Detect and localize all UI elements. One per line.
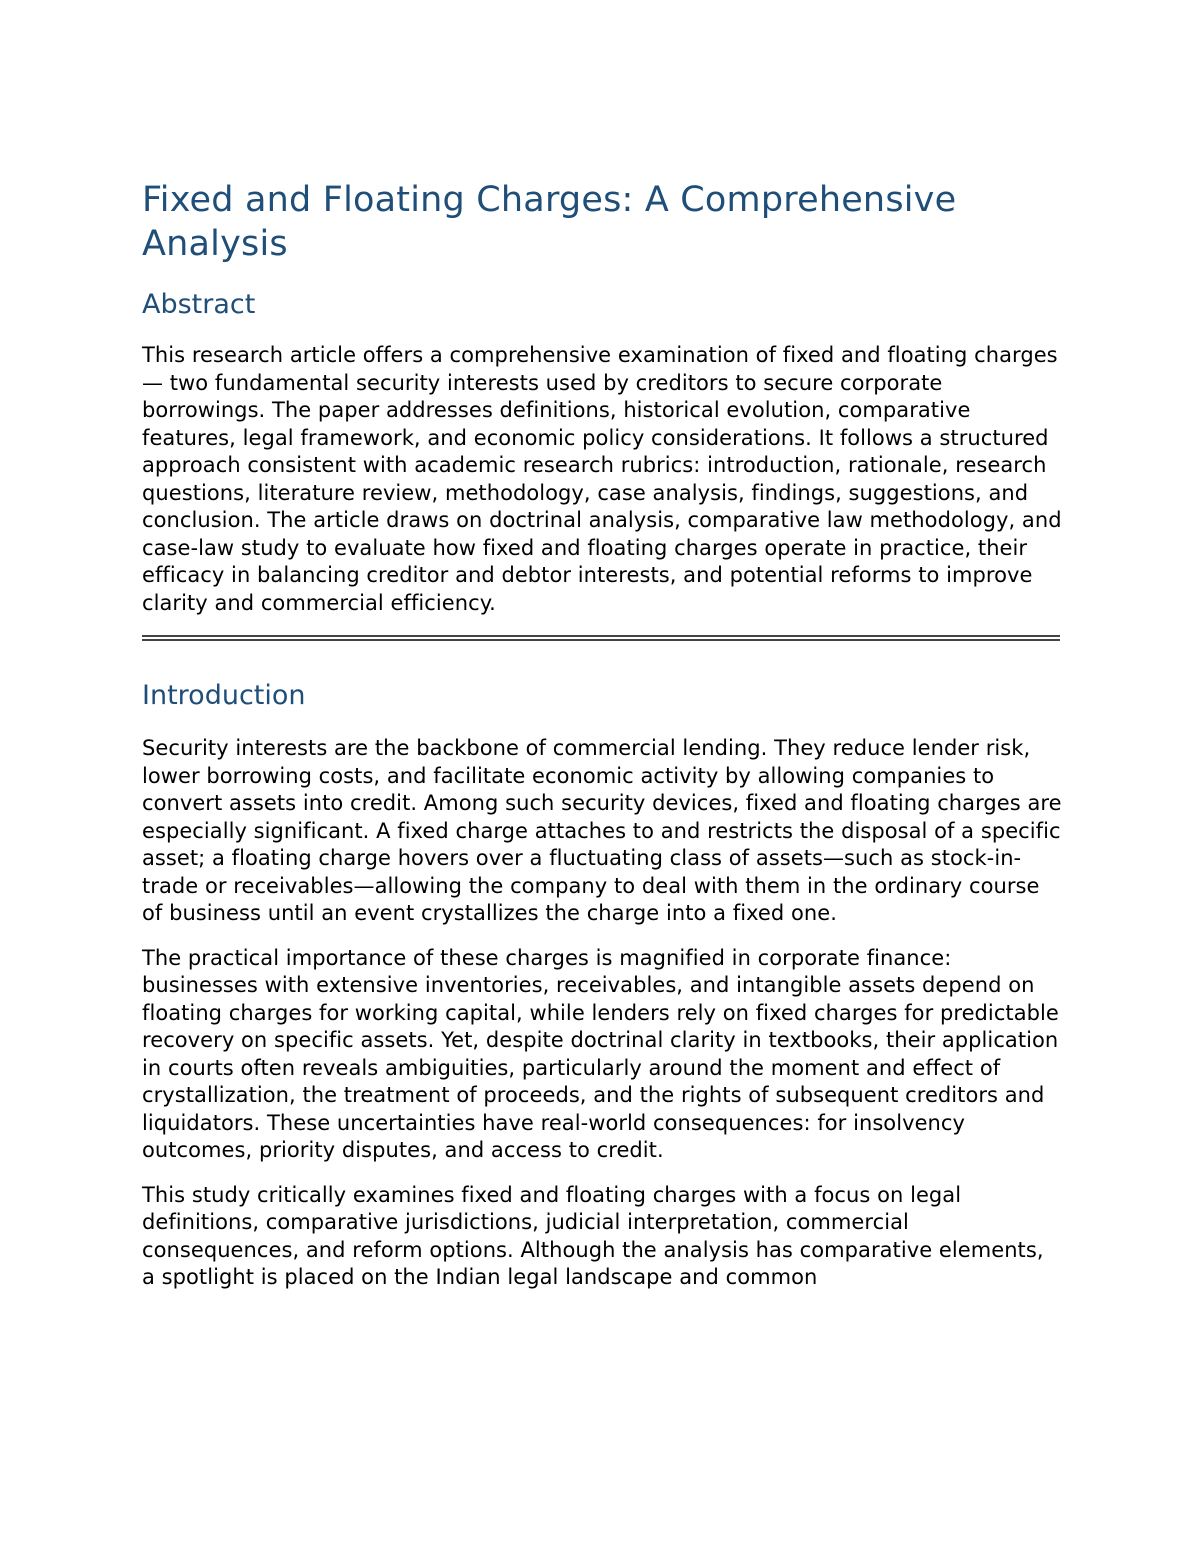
document-title: Fixed and Floating Charges: A Comprehensive Analysis <box>142 180 957 264</box>
document-page <box>142 178 1062 1292</box>
abstract-heading: Abstract <box>142 289 256 320</box>
introduction-paragraph-1: Security interests are the backbone of commercial lending. They reduce lender risk, lower borrowing costs, and facilitate economic activity by allowing companies to convert assets into credit. Among such security devices, fixed and floating charges are especially significant. A fixed charge attaches to and restricts the disposal of a specific asset; a floating charge hovers over a fluctuating class of assets—such as stock-in-trade or receivables—allowing the company to deal with them in the ordinary course of business until an event crystallizes the charge into a fixed one. <box>142 736 1062 925</box>
introduction-heading: Introduction <box>142 680 306 711</box>
introduction-paragraph-3: This study critically examines fixed and floating charges with a focus on legal definitions, comparative jurisdictions, judicial interpretation, commercial consequences, and reform options. Although the analysis has comparative elements, a spotlight is placed on the Indian legal landscape and common <box>142 1182 1044 1289</box>
abstract-paragraph: This research article offers a comprehensive examination of fixed and floating charges — two fundamental security interests used by creditors to secure corporate borrowings. The paper addresses definitions, historical evolution, comparative features, legal framework, and economic policy considerations. It follows a structured approach consistent with academic research rubrics: introduction, rationale, research questions, literature review, methodology, case analysis, findings, suggestions, and conclusion. The article draws on doctrinal analysis, comparative law methodology, and case-law study to evaluate how fixed and floating charges operate in practice, their efficacy in balancing creditor and debtor interests, and potential reforms to improve clarity and commercial efficiency. <box>142 343 1062 615</box>
section-divider <box>142 635 1060 641</box>
introduction-paragraph-2: The practical importance of these charges is magnified in corporate finance: businesses with extensive inventories, receivables, and intangible assets depend on floating charges for working capital, while lenders rely on fixed charges for predictable recovery on specific assets. Yet, despite doctrinal clarity in textbooks, their application in courts often reveals ambiguities, particularly around the moment and effect of crystallization, the treatment of proceeds, and the rights of subsequent creditors and liquidators. These uncertainties have real-world consequences: for insolvency outcomes, priority disputes, and access to credit. <box>142 945 1059 1162</box>
